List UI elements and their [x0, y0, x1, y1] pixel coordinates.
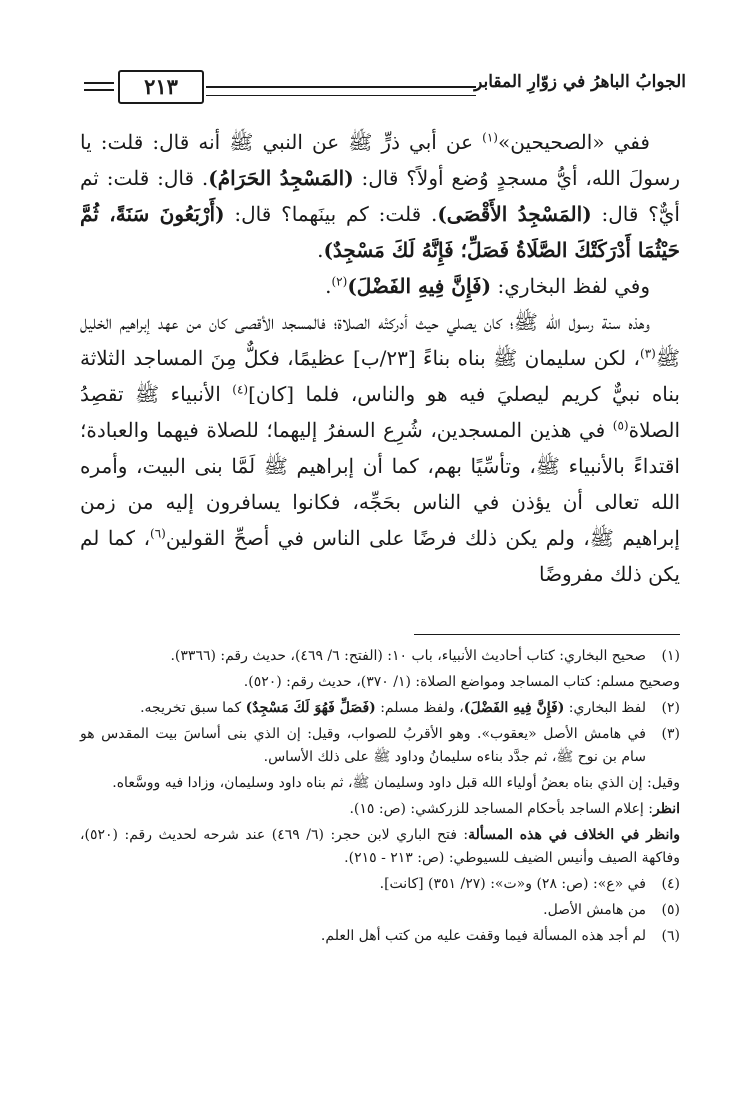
hadith-quote: (فَصَلِّ فَهُوَ لَكَ مَسْجِدٌ) — [245, 700, 376, 716]
paragraph-3 — [80, 304, 680, 592]
hadith-quote: (أَرْبَعُونَ سَنَةً، ثُمَّ حَيْثُمَا أَدْرَكَتْكَ الصَّلَاةُ فَصَلِّ؛ فَإِنَّهُ لَكَ مَسْجِدٌ) — [80, 202, 680, 262]
footnote-6 — [80, 925, 680, 948]
footnote-2 — [80, 697, 680, 720]
footnote-number: (٦) — [661, 928, 680, 944]
footnote-number: (٢) — [661, 700, 680, 716]
text-run: . قال: قلت: ثم أيٌّ؟ قال: — [80, 166, 680, 226]
paragraph-1 — [80, 124, 680, 268]
footnote-3-continued — [80, 772, 680, 795]
header-left-rule — [84, 82, 114, 84]
footnote-3-continued — [80, 824, 680, 870]
text-run: وهذه سنة رسول الله ﷺ؛ كان يصلي حيث أدركتْه الصلاة؛ فالمسجد الأقصى كان من عهد إبراهيم الخليل ﷺ — [80, 310, 680, 370]
footnote-text: من هامش الأصل. — [543, 902, 646, 918]
footnote-number: (٤) — [661, 876, 680, 892]
text-run: ففي «الصحيحين» — [497, 130, 650, 154]
text-run: وانظر في الخلاف في هذه المسألة — [468, 827, 681, 843]
footnote-text: وقيل: إن الذي بناه بعضُ أولياء الله قبل داود وسليمان ﷺ، ثم بناه داود وسليمان، وزادا فيه ووسَّعاه. — [112, 775, 680, 791]
footnote-text: لم أجد هذه المسألة فيما وقفت عليه من كتب أهل العلم. — [320, 928, 646, 944]
paragraph-2 — [80, 268, 680, 304]
footnote-4 — [80, 873, 680, 896]
text-run: كما سبق تخريجه. — [140, 700, 246, 716]
header-title: الجوابُ الباهرُ في زوّارِ المقابر — [474, 72, 686, 92]
footnote-text: صحيح البخاري: كتاب أحاديث الأنبياء، باب ١٠: (الفتح: ٦/ ٤٦٩)، حديث رقم: (٣٣٦٦). — [170, 648, 646, 664]
footnote-number: (٣) — [661, 726, 680, 742]
text-run: في هذين المسجدين، شُرِع السفرُ إليهما؛ للصلاة فيهما والعبادة؛ اقتداءً بالأنبياء ﷺ، وتأسِّيًا بهم، كما أن إبراهيم ﷺ لَمَّا بنى البيت، وأمره الله تعالى أن يؤذن في الناس بحَجِّه، فكانوا يسافرون إليه من زمن إبراهيم ﷺ، ولم يكن ذلك فرضًا على الناس في أصحِّ القولين — [80, 418, 680, 550]
hadith-quote: (المَسْجِدُ الأَقْصَى) — [437, 202, 592, 226]
footnote-3 — [80, 723, 680, 769]
footnote-ref: (٢) — [331, 274, 348, 289]
text-run: ، كما لم يكن ذلك مفروضًا — [80, 526, 680, 586]
text-run: الأنبياء ﷺ تقصِدُ الصلاة — [80, 382, 680, 442]
header-rule — [206, 86, 476, 96]
text-run: ، لكن سليمان ﷺ بناه بناءً [٢٣/ب] عظيمًا، فكلٌّ مِنَ المساجد الثلاثة بناه نبيٌّ كريم ليصليَ فيه هو والناس، فلما [كان] — [80, 346, 680, 406]
footnote-text: في «ع»: (ص: ٢٨) و«ت»: (٢٧/ ٣٥١) [كانت]. — [379, 876, 646, 892]
footnote-ref: (١) — [482, 130, 498, 145]
text-run: ، ولفظ مسلم: — [375, 700, 464, 716]
footnote-ref: (٦) — [150, 526, 166, 541]
footnote-ref: (٤) — [232, 382, 249, 397]
footnote-number: (٥) — [661, 902, 680, 918]
text-run: . — [325, 274, 332, 298]
text-run: وفي لفظ البخاري: — [491, 274, 650, 298]
footnote-separator — [414, 634, 680, 635]
text-run: . قلت: كم بينَهما؟ قال: — [224, 202, 438, 226]
footnote-1-continued — [80, 671, 680, 694]
text-run: انظر — [653, 801, 680, 817]
footnote-text — [80, 697, 646, 720]
hadith-quote: (فَإِنَّ فِيهِ الفَضْلَ) — [463, 700, 565, 716]
text-run: لفظ البخاري: — [564, 700, 646, 716]
text-run: : فتح الباري لابن حجر: (٦/ ٤٦٩) عند شرحه لحديث رقم: (٥٢٠)، وفاكهة الصيف وأنيس الضيف للسيوطي: (ص: ٢١٣ - ٢١٥). — [80, 827, 680, 866]
running-header — [84, 66, 686, 106]
footnote-text: وصحيح مسلم: كتاب المساجد ومواضع الصلاة: (١/ ٣٧٠)، حديث رقم: (٥٢٠). — [243, 674, 680, 690]
footnote-5 — [80, 899, 680, 922]
footnote-ref: (٥) — [612, 418, 629, 433]
footnote-1 — [80, 645, 680, 668]
text-run: : إعلام الساجد بأحكام المساجد للزركشي: (ص: ١٥). — [349, 801, 653, 817]
footnotes — [80, 645, 680, 951]
hadith-quote: (المَسْجِدُ الحَرَامُ) — [208, 166, 354, 190]
footnote-text — [80, 798, 680, 821]
footnote-3-continued — [80, 798, 680, 821]
main-text — [80, 124, 680, 592]
footnote-ref: (٣) — [640, 346, 656, 361]
text-run: عن أبي ذرٍّ ﷺ عن النبي ﷺ أنه قال: قلت: يا رسولَ الله، أيُّ مسجدٍ وُضع أولاً؟ قال: — [80, 130, 680, 190]
text-run: . — [317, 238, 324, 262]
header-left-rule — [84, 89, 114, 91]
footnote-number: (١) — [661, 648, 680, 664]
hadith-quote: (فَإِنَّ فِيهِ الفَضْلَ) — [347, 274, 492, 298]
footnote-text: في هامش الأصل «يعقوب». وهو الأقربُ للصواب، وقيل: إن الذي بنى أساسَ بيت المقدس هو سام بن نوح ﷺ، ثم جدَّد بناءه سليمانُ وداود ﷺ على ذلك الأساس. — [80, 726, 646, 765]
footnote-text — [80, 824, 680, 870]
page-number: ٢١٣ — [118, 70, 204, 104]
